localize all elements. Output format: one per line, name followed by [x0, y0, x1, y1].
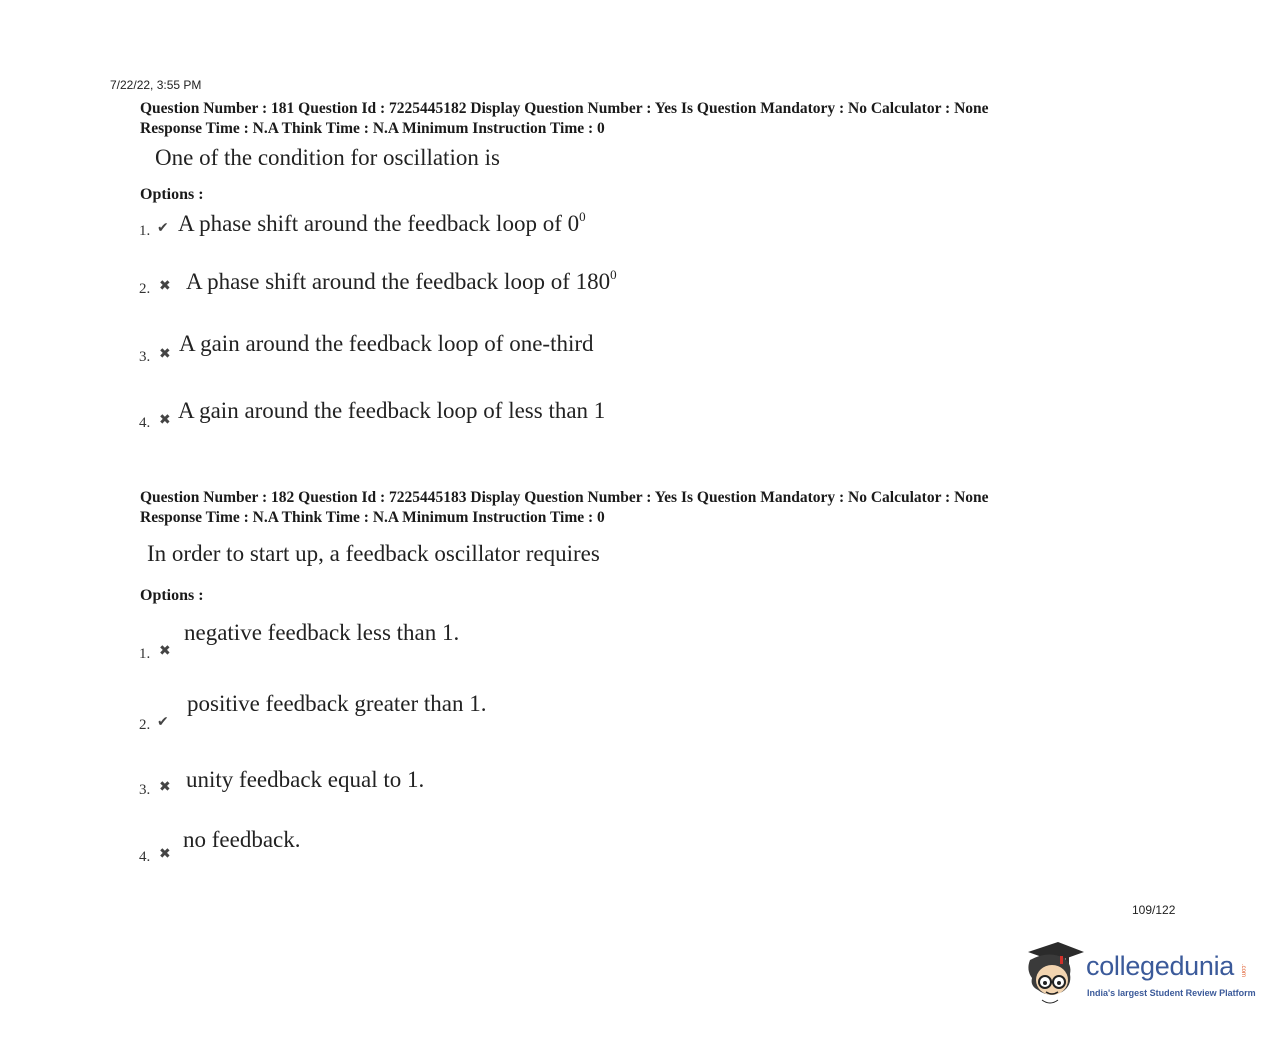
option-number: 3.: [139, 349, 151, 365]
wrong-cross-icon: ✖: [159, 346, 171, 362]
option-text: A phase shift around the feedback loop of $0^0$: [178, 209, 586, 236]
correct-check-icon: ✔: [157, 714, 169, 730]
collegedunia-mascot-icon: [1022, 938, 1086, 1010]
question-meta: [140, 488, 989, 527]
page-number: 109/122: [1132, 903, 1176, 917]
collegedunia-tagline: India's largest Student Review Platform: [1087, 988, 1256, 998]
wrong-cross-icon: ✖: [159, 779, 171, 795]
option-number: 1.: [139, 646, 151, 662]
options-label: Options :: [140, 186, 204, 203]
wrong-cross-icon: ✖: [159, 846, 171, 862]
collegedunia-logo-com: .com: [1240, 964, 1246, 978]
option-number: 2.: [139, 717, 151, 733]
wrong-cross-icon: ✖: [159, 412, 171, 428]
question-text: In order to start up, a feedback oscillator requires: [147, 541, 600, 566]
option-text: A gain around the feedback loop of less than 1: [178, 398, 606, 423]
correct-check-icon: ✔: [157, 220, 169, 236]
question-meta: [140, 99, 989, 138]
option-text: positive feedback greater than 1.: [187, 691, 487, 716]
collegedunia-logo-text: collegedunia: [1086, 951, 1235, 981]
option-text: negative feedback less than 1.: [184, 620, 460, 645]
wrong-cross-icon: ✖: [159, 278, 171, 294]
option-text: A gain around the feedback loop of one-third: [179, 331, 594, 356]
options-label: Options :: [140, 587, 204, 604]
option-number: 4.: [139, 849, 151, 865]
question-meta-line2: Response Time : N.A Think Time : N.A Minimum Instruction Time : 0: [140, 508, 605, 526]
option-text: A phase shift around the feedback loop of $180^0$: [186, 267, 617, 294]
question-text: One of the condition for oscillation is: [155, 145, 500, 170]
question-meta-line1: Question Number : 181 Question Id : 7225445182 Display Question Number : Yes Is Question Mandatory : No Calculator : None: [140, 100, 989, 117]
option-text: no feedback.: [183, 827, 301, 852]
print-timestamp: 7/22/22, 3:55 PM: [110, 78, 202, 92]
option-number: 4.: [139, 415, 151, 431]
option-number: 1.: [139, 223, 151, 239]
option-number: 3.: [139, 782, 151, 798]
question-meta-line1: Question Number : 182 Question Id : 7225445183 Display Question Number : Yes Is Question Mandatory : No Calculator : None: [140, 489, 989, 506]
option-text: unity feedback equal to 1.: [186, 767, 425, 792]
question-meta-line2: Response Time : N.A Think Time : N.A Minimum Instruction Time : 0: [140, 119, 605, 137]
option-number: 2.: [139, 281, 151, 297]
wrong-cross-icon: ✖: [159, 643, 171, 659]
